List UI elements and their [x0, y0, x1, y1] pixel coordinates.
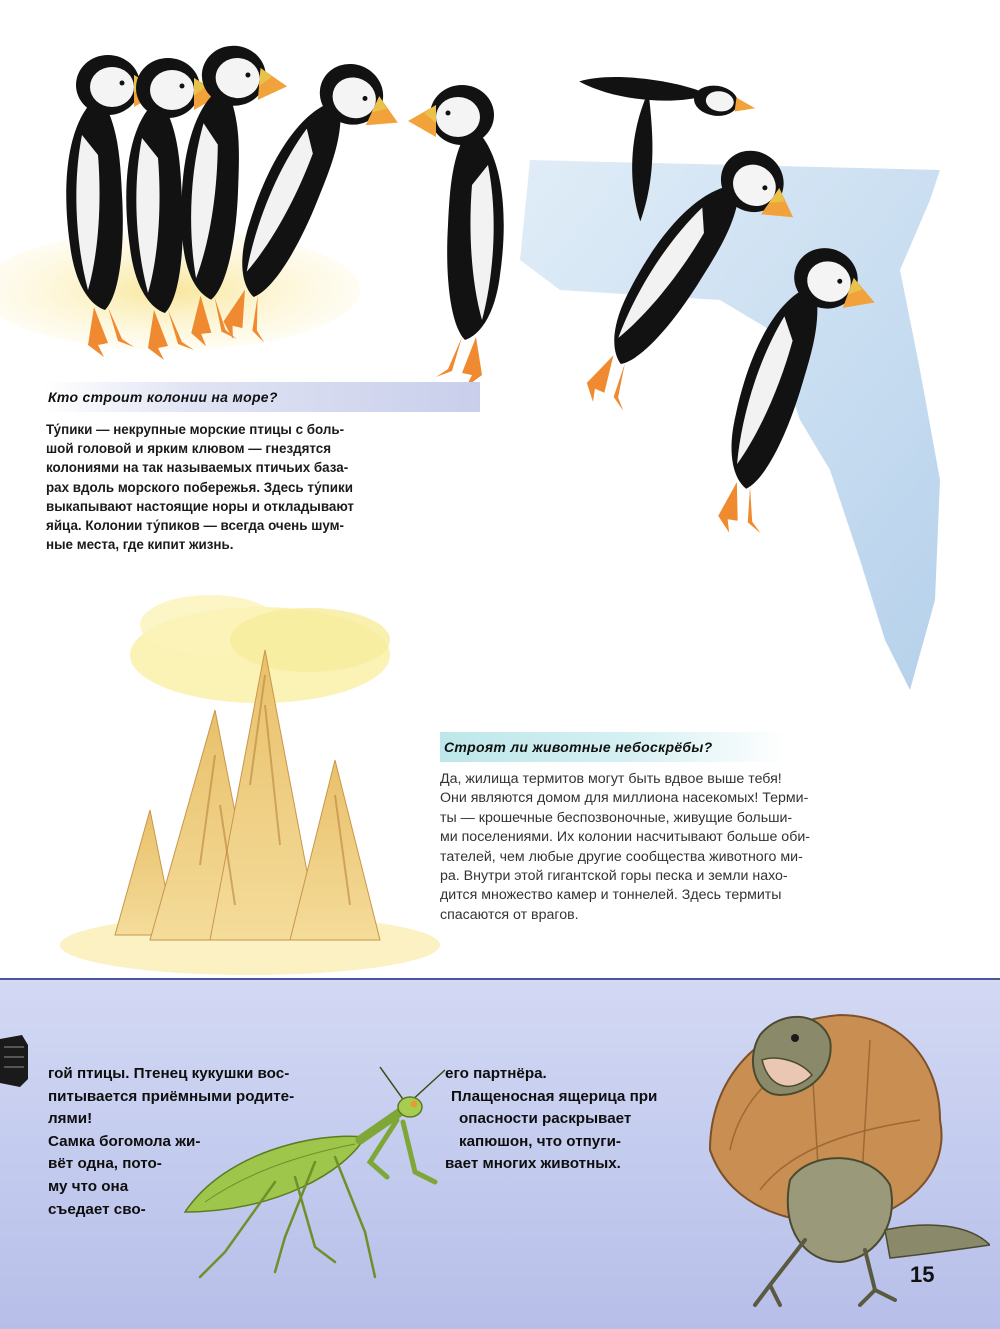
- frilled-lizard-illustration: [700, 1000, 990, 1310]
- text-line: спасаются от врагов.: [440, 906, 579, 923]
- text-line: Да, жилища термитов могут быть вдвое выше тебя!: [440, 771, 782, 787]
- text-line: му что она: [48, 1177, 129, 1195]
- page-number: 15: [910, 1262, 935, 1287]
- tab-marker-icon: [0, 1035, 28, 1087]
- text-line: дится множество камер и тоннелей. Здесь термиты: [440, 887, 782, 904]
- text-line: выкапывают настоящие норы и откладывают: [46, 498, 354, 514]
- text-block-cuckoo-mantis: [48, 1063, 294, 1221]
- text-line: ные места, где кипит жизнь.: [46, 537, 234, 553]
- paragraph-termites: [440, 770, 960, 925]
- text-line: его партнёра.: [445, 1065, 547, 1082]
- text-line: опасности раскрывает: [459, 1110, 632, 1128]
- text-line: яйца. Колонии ту́пиков — всегда очень шум-: [46, 518, 344, 534]
- text-line: съедает сво-: [48, 1200, 146, 1218]
- text-line: питывается приёмными родите-: [48, 1087, 295, 1105]
- text-line: вает многих животных.: [445, 1155, 621, 1173]
- text-line: ми поселениями. Их колонии насчитывают больше оби-: [440, 829, 810, 846]
- text-line: вёт одна, пото-: [48, 1155, 162, 1173]
- text-line: ты — крошечные беспозвоночные, живущие больши-: [440, 809, 793, 826]
- text-line: Ту́пики — некрупные морские птицы с боль-: [46, 422, 345, 437]
- termite-mound-illustration: [60, 585, 440, 980]
- section-heading-puffins: Кто строит колонии на море?: [44, 382, 480, 412]
- text-line: Они являются домом для миллиона насекомых! Терми-: [440, 790, 809, 807]
- section-heading-termites: Строят ли животные небоскрёбы?: [440, 732, 786, 762]
- text-line: капюшон, что отпуги-: [459, 1132, 621, 1150]
- text-line: ра. Внутри этой гигантской горы песка и земли нахо-: [440, 868, 788, 885]
- text-line: рах вдоль морского побережья. Здесь ту́пики: [46, 479, 353, 495]
- text-line: лями!: [48, 1110, 93, 1128]
- paragraph-puffins: [46, 420, 486, 554]
- text-line: Самка богомола жи-: [48, 1132, 201, 1150]
- text-line: колониями на так называемых птичьих база-: [46, 460, 349, 476]
- text-line: шой головой и ярким клювом — гнездятся: [46, 441, 332, 457]
- text-block-lizard: [445, 1063, 657, 1176]
- text-line: тателей, чем любые другие сообщества животного ми-: [440, 848, 803, 865]
- text-line: Плащеносная ящерица при: [451, 1087, 658, 1105]
- text-line: гой птицы. Птенец кукушки вос-: [48, 1065, 290, 1082]
